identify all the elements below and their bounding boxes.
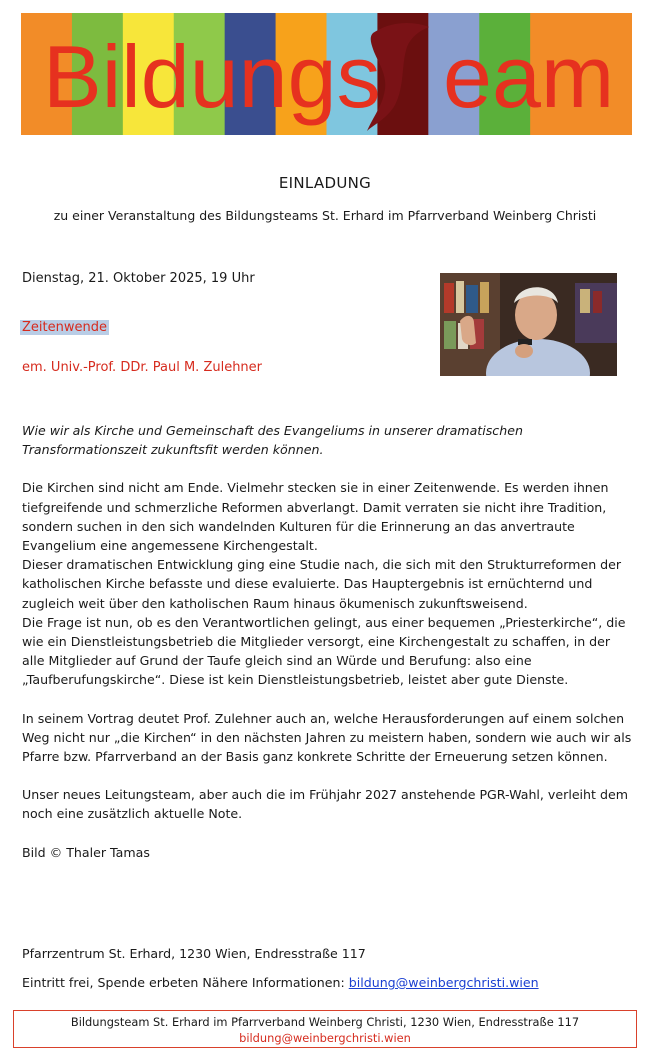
email-link[interactable]: bildung@weinbergchristi.wien xyxy=(348,975,539,990)
speaker-photo xyxy=(440,273,617,376)
paragraph-3: Die Frage ist nun, ob es den Verantwortlichen gelingt, aus einer bequemen „Priesterkirche“, die wie ein Dienstleistungsbetrieb die Mitglieder versorgt, eine Kirchengestalt zu schaffen, in der alle Mitglieder auf Grund der Taufe gleich sind an Würde und Berufung: also eine „Taufberufungskirche“. Diese ist kein Dienstleistungsbetrieb, leistet aber gute Dienste. xyxy=(22,614,626,688)
paragraph-2: Dieser dramatischen Entwicklung ging eine Studie nach, die sich mit den Strukturreformen der katholischen Kirche befasste und diese evaluierte. Das Hauptergebnis ist ernüchternd und zugleich weit über den katholischen Raum hinaus ökumenisch zukunftsweisend. xyxy=(22,557,622,611)
entry-text: Eintritt frei, Spende erbeten Nähere Informationen: xyxy=(22,975,345,990)
banner-text-right: eam xyxy=(443,27,615,126)
footer-email: bildung@weinbergchristi.wien xyxy=(239,1031,411,1045)
invitation-body xyxy=(22,421,632,862)
paragraph-4: In seinem Vortrag deutet Prof. Zulehner auch an, welche Herausforderungen auf einem solchen Weg nicht nur „die Kirchen“ in den nächsten Jahren zu meistern haben, sondern wie auch wir als Pfarre bzw. Pfarrverband an der Basis ganz konkrete Schritte der Erneuerung setzen können. xyxy=(22,710,632,765)
event-speaker: em. Univ.-Prof. DDr. Paul M. Zulehner xyxy=(22,360,263,375)
event-topic: Zeitenwende xyxy=(22,320,107,335)
event-date: Dienstag, 21. Oktober 2025, 19 Uhr xyxy=(22,271,255,286)
footer-address: Bildungsteam St. Erhard im Pfarrverband Weinberg Christi, 1230 Wien, Endresstraße 117 xyxy=(70,1015,580,1029)
entry-info xyxy=(22,975,539,990)
footer-box xyxy=(13,1010,637,1048)
paragraph-5: Unser neues Leitungsteam, aber auch die im Frühjahr 2027 anstehende PGR-Wahl, verleiht dem noch eine zusätzlich aktuelle Note. xyxy=(22,787,628,822)
invitation-title: EINLADUNG xyxy=(278,174,372,192)
lead-text: Wie wir als Kirche und Gemeinschaft des Evangeliums in unserer dramatischen Transformationszeit zukunftsfit werden können. xyxy=(22,423,523,458)
banner-text-left: Bildungs xyxy=(43,27,381,126)
paragraph-1: Die Kirchen sind nicht am Ende. Vielmehr stecken sie in einer Zeitenwende. Es werden ihnen tiefgreifende und schmerzliche Reformen abverlangt. Damit verraten sie nicht ihre Tradition, sondern suchen in den sich wandelnden Kulturen für die Erinnerung an das anvertraute Evangelium eine angemessene Kirchengestalt. xyxy=(22,480,609,554)
venue-address: Pfarrzentrum St. Erhard, 1230 Wien, Endresstraße 117 xyxy=(22,946,366,961)
invitation-subtitle: zu einer Veranstaltung des Bildungsteams St. Erhard im Pfarrverband Weinberg Christi xyxy=(53,208,597,223)
bildungsteam-logo-banner xyxy=(21,13,632,135)
photo-credit: Bild © Thaler Tamas xyxy=(22,844,150,860)
